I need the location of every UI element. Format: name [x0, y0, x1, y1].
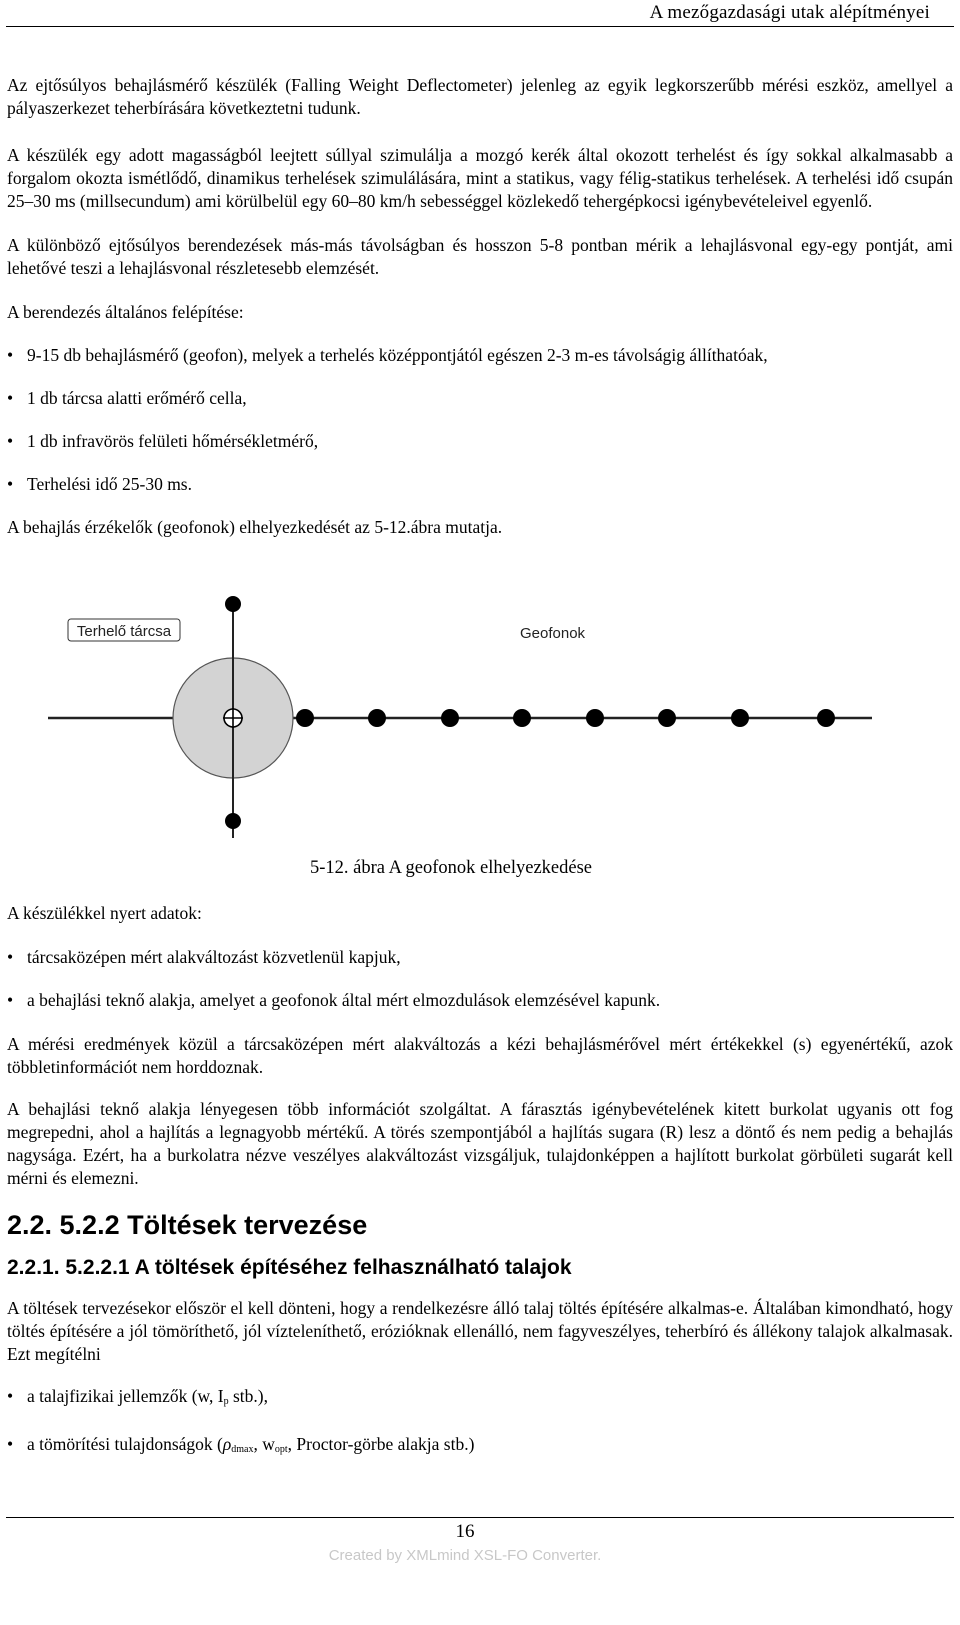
bullet-icon: • — [7, 388, 14, 408]
subscript: dmax — [231, 1444, 254, 1455]
disc-label: Terhelő tárcsa — [76, 623, 172, 640]
subscript: opt — [274, 1444, 288, 1455]
geophones-label: Geofonok — [520, 625, 586, 642]
text-part: stb.), — [228, 1386, 268, 1406]
geophone — [296, 709, 314, 727]
footer-rule — [6, 1517, 954, 1518]
soil-list — [7, 1385, 953, 1461]
geophone-bottom — [225, 813, 241, 829]
list-item — [7, 989, 953, 1012]
list-item — [7, 473, 953, 496]
paragraph-structure-intro: A berendezés általános felépítése: — [7, 302, 244, 322]
section-heading: 2.2. 5.2.2 Töltések tervezése — [7, 1210, 368, 1240]
geophone — [658, 709, 676, 727]
paragraph-data-intro: A készülékkel nyert adatok: — [7, 903, 202, 923]
bullet-icon: • — [7, 345, 14, 365]
list-item-text: tárcsaközépen mért alakváltozást közvetlenül kapjuk, — [27, 947, 401, 967]
list-item-text — [27, 1386, 268, 1406]
paragraph-figure-ref: A behajlás érzékelők (geofonok) elhelyezkedését az 5-12.ábra mutatja. — [7, 517, 503, 537]
paragraph-embankment: A töltések tervezésekor először el kell dönteni, hogy a rendelkezésre álló talaj töltés építésére alkalmas-e. Általában kimondható, hogy töltés építésére a jól tömöríthető, jól vízteleníthető, erózióknak ellenálló, nem fagyveszélyes, teherbíró és állékony talajok alkalmasak. Ezt megítélni — [7, 1298, 953, 1364]
geophone-diagram — [30, 580, 890, 855]
footer-credit: Created by XMLmind XSL-FO Converter. — [328, 1547, 602, 1564]
geophone — [586, 709, 604, 727]
bullet-icon: • — [7, 1386, 14, 1406]
list-item-text: 1 db tárcsa alatti erőmérő cella, — [27, 388, 247, 408]
geophone — [441, 709, 459, 727]
bullet-icon: • — [7, 947, 14, 967]
subscript: p — [223, 1396, 229, 1407]
geophone-figure — [30, 580, 890, 855]
text-part: a talajfizikai jellemzők (w, I — [27, 1386, 224, 1406]
geophone — [817, 709, 835, 727]
text-part: , Proctor-görbe alakja stb.) — [287, 1434, 475, 1454]
figure-caption: 5-12. ábra A geofonok elhelyezkedése — [310, 858, 593, 878]
subsection-heading: 2.2.1. 5.2.2.1 A töltések építéséhez felhasználható talajok — [7, 1256, 572, 1279]
paragraph-fwd-intro: Az ejtősúlyos behajlásmérő készülék (Falling Weight Deflectometer) jelenleg az egyik legkorszerűbb mérési eszköz, amellyel a pályaszerkezet teherbírására következtetni tudunk. — [7, 75, 953, 118]
list-item — [7, 1433, 953, 1461]
list-item-text: Terhelési idő 25-30 ms. — [27, 474, 192, 494]
list-item — [7, 387, 953, 410]
paragraph-results: A mérési eredmények közül a tárcsaközépen mért alakváltozás a kézi behajlásmérővel mért értékekkel (s) egyenértékű, azok többletinformációt nem horddoznak. — [7, 1034, 953, 1077]
paragraph-measurement-points: A különböző ejtősúlyos berendezések más-más távolságban és hosszon 5-8 pontban mérik a lehajlásvonal egy-egy pontját, ami lehetővé teszi a lehajlásvonal részletesebb elemzését. — [7, 235, 953, 278]
bullet-icon: • — [7, 431, 14, 451]
bullet-icon: • — [7, 1434, 14, 1454]
structure-list — [7, 344, 953, 496]
header-title: A mezőgazdasági utak alépítményei — [649, 2, 930, 23]
header-rule — [6, 26, 954, 27]
geophone — [513, 709, 531, 727]
paragraph-deflection-bowl: A behajlási teknő alakja lényegesen több információt szolgáltat. A fárasztás igénybevételének kitett burkolat ugyanis ott fog megrepedni, ahol a hajlítás a legnagyobb mértékű. A törés szempontjából a hajlítás sugara (R) lesz a döntő és nem pedig a behajlás nagysága. Ezért, ha a burkolatra nézve veszélyes alakváltozást vizsgáljuk, tulajdonképpen a hajlított burkolat görbületi sugarát kell mérni és elemezni. — [7, 1099, 953, 1188]
text-part: , w — [253, 1434, 275, 1454]
page-number: 16 — [455, 1521, 475, 1542]
list-item-text: 9-15 db behajlásmérő (geofon), melyek a terhelés középpontjától egészen 2-3 m-es távolságig állíthatóak, — [27, 345, 768, 365]
page-header — [0, 0, 960, 30]
data-list — [7, 946, 953, 1012]
bullet-icon: • — [7, 474, 14, 494]
list-item-text: 1 db infravörös felületi hőmérsékletmérő, — [27, 431, 319, 451]
list-item — [7, 1385, 953, 1413]
content — [7, 74, 953, 539]
list-item-text — [27, 1434, 474, 1454]
content-lower — [7, 902, 953, 1461]
geophone-top — [225, 596, 241, 612]
list-item — [7, 344, 953, 367]
list-item — [7, 430, 953, 453]
geophone — [731, 709, 749, 727]
rho-symbol: ρ — [222, 1434, 232, 1454]
bullet-icon: • — [7, 990, 14, 1010]
list-item — [7, 946, 953, 969]
text-part: a tömörítési tulajdonságok ( — [27, 1434, 223, 1454]
paragraph-simulation: A készülék egy adott magasságból leejtett súllyal szimulálja a mozgó kerék által okozott terhelést és így sokkal alkalmasabb a forgalom okozta ismétlődő, dinamikus terhelések szimulálására, mint a statikus, vagy félig-statikus terhelések. A terhelési idő csupán 25–30 ms (millsecundum) ami körülbelül egy 60–80 km/h sebességgel közlekedő tehergépkocsi igénybevételeivel egyenlő. — [7, 145, 953, 211]
list-item-text: a behajlási teknő alakja, amelyet a geofonok által mért elmozdulások elemzésével kapunk. — [27, 990, 661, 1010]
geophone — [368, 709, 386, 727]
